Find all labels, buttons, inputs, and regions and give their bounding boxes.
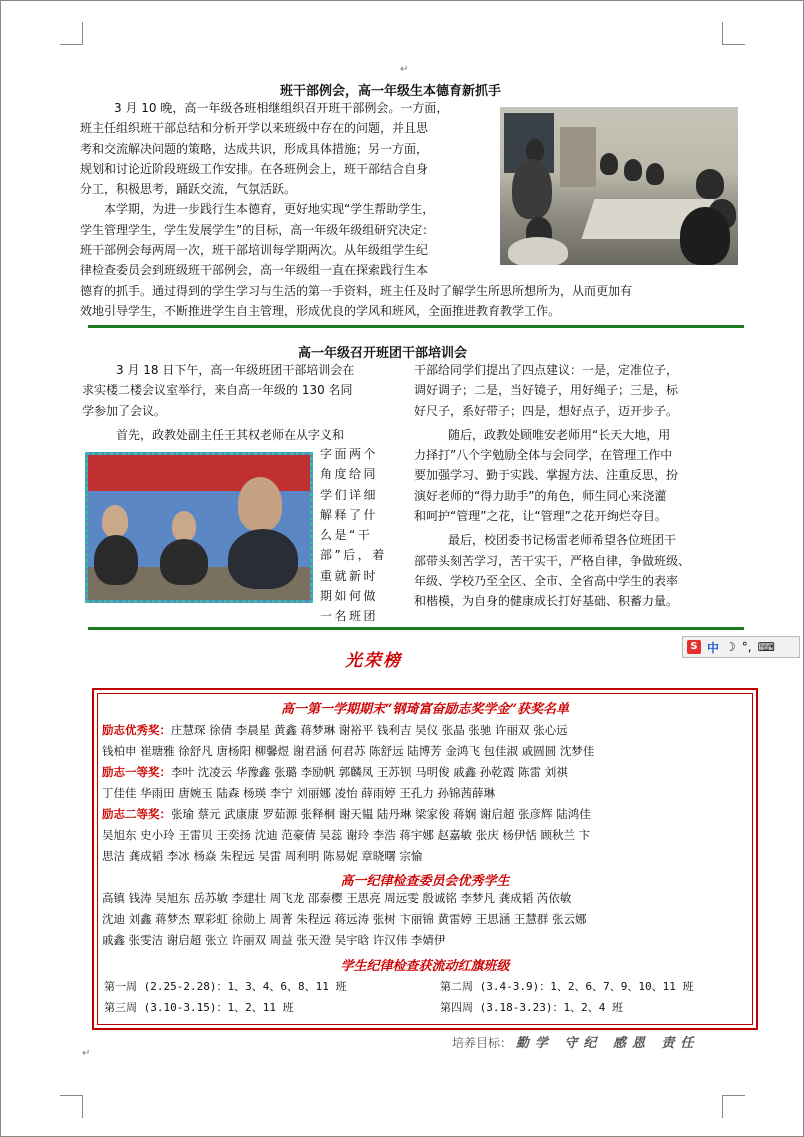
- article2-line: 力择打”八个字勉励全体与会同学，在管理工作中: [414, 448, 673, 463]
- discipline-names: 戚鑫 张雯洁 谢启超 张立 许丽双 周益 张天澄 吴宇晗 许汉伟 李婧伊: [102, 933, 446, 947]
- award-names: 钱柏申 崔瑭雅 徐舒凡 唐杨阳 柳馨煜 谢君涵 何君苏 陈舒远 陆博芳 金鸿飞 包佳淑 戚圆圆 沈梦佳: [102, 744, 595, 758]
- article2-line: 么是“干: [320, 528, 373, 543]
- ime-toolbar[interactable]: [682, 636, 800, 658]
- article2-line: 期如何做: [320, 589, 379, 604]
- article2-line: 好尺子，系好带子；四是，想好点子，迈开步子。: [414, 403, 679, 418]
- discipline-names: 高镇 钱涛 吴旭东 岳苏敏 李建壮 周飞龙 邵泰樱 王思亮 周远雯 殷诚铭 李梦凡 龚成韬 芮依敏: [102, 891, 572, 905]
- article2-title: 高一年级召开班团干部培训会: [298, 346, 468, 361]
- article1-line: 学生管理学生，学生发展学生”的目标，高一年级年级组研究决定：: [80, 222, 435, 237]
- award-title: 高一第一学期期末“钢琦富奋励志奖学金”获奖名单: [281, 702, 569, 717]
- article2-line: 学们详细: [320, 487, 379, 502]
- award-label: 励志优秀奖：: [102, 723, 171, 737]
- article1-line: 3 月 10 晚，高一年级各班相继组织召开班干部例会。一方面，: [114, 101, 449, 115]
- article2-line: 演好老师的“得力助手”的角色，师生同心来浇灌: [414, 488, 667, 503]
- discipline-list: [102, 888, 748, 951]
- article2-line: 学参加了会议。: [82, 403, 167, 418]
- article1-line: 分工，积极思考，踊跃交流，气氛活跃。: [80, 182, 297, 197]
- article2-line: 部带头刻苦学习，苦干实干，严格自律，争做班级、: [414, 553, 691, 568]
- discipline-title: 高一纪律检查委员会优秀学生: [340, 874, 510, 889]
- article2-line: 和楷模，为自身的健康成长打好基础、积蓄力量。: [414, 594, 679, 609]
- week-entry: 第三周 (3.10-3.15)：1、2、11 班: [104, 1001, 294, 1014]
- article1-line: 班干部例会每两周一次，班干部培训每学期两次。从年级组学生纪: [80, 243, 429, 258]
- award-label: 励志二等奖：: [102, 807, 171, 821]
- article2-right-col: [414, 360, 734, 612]
- article2-line: 首先，政教处副主任王其权老师在从字义和: [116, 427, 345, 442]
- article2-line: 3 月 18 日下午，高一年级班团干部培训会在: [116, 363, 355, 377]
- article2-line: 字面两个: [320, 447, 379, 461]
- article2-line: 年级、学校乃至全区、全市、全省高中学生的表率: [414, 573, 679, 588]
- keyboard-icon[interactable]: ⌨: [757, 640, 775, 654]
- motto-text: 勤学 守纪 感恩 责任: [515, 1036, 700, 1051]
- section-divider: [88, 325, 744, 328]
- award-names: 思洁 龚成韬 李冰 杨焱 朱程远 吴雷 周利明 陈易妮 章晓曙 宗愉: [102, 849, 423, 863]
- section-divider: [88, 627, 744, 630]
- margin-corner-bottom-left: [60, 1095, 83, 1118]
- margin-corner-top-right: [722, 22, 745, 45]
- discipline-names: 沈迪 刘鑫 蒋梦杰 覃彩虹 徐勋上 周菁 朱程远 蒋远涛 张树 卞丽锦 黄雷婷 王思涵 王慧群 张云娜: [102, 912, 587, 926]
- article2-line: 求实楼二楼会议室举行，来自高一年级的 130 名同: [82, 383, 353, 398]
- meeting-photo: [500, 107, 738, 265]
- article1-line: 律检查委员会到班级班干部例会，高一年级组一直在探索践行生本: [80, 263, 429, 278]
- article2-line: 解释了什: [320, 507, 379, 522]
- ime-chinese-mode[interactable]: 中: [707, 640, 720, 655]
- article2-line: 干部给同学们提出了四点建议：一是，定准位子，: [414, 363, 679, 377]
- article2-line: 最后，校团委书记杨雷老师希望各位班团干: [448, 533, 677, 548]
- article2-line: 重就新时: [320, 568, 379, 583]
- award-names: 李叶 沈凌云 华豫鑫 张璐 李励帆 郭麟凤 王苏钡 马明俊 戚鑫 孙乾霞 陈雷 刘祺: [171, 765, 568, 779]
- moon-icon[interactable]: ☽: [725, 640, 736, 654]
- award-label: 励志一等奖：: [102, 765, 171, 779]
- article2-narrow-col: [320, 444, 390, 627]
- red-flag-weeks: [104, 976, 750, 1020]
- week-entry: 第四周 (3.18-3.23)：1、2、4 班: [440, 1001, 623, 1014]
- article2-line: 一名班团: [320, 609, 379, 624]
- article1-line: 本学期，为进一步践行生本德育，更好地实现“学生帮助学生，: [104, 202, 435, 217]
- article2-line: 角度给同: [320, 467, 379, 482]
- honor-roll-box: [92, 688, 758, 1030]
- award-names: 吴旭东 史小玲 王雷贝 王奕扬 沈迪 范豪倩 吴蕊 谢玲 李浩 蒋宇娜 赵嘉敏 张庆 杨伊恬 顾秋兰 卞: [102, 828, 591, 842]
- paragraph-mark: ↵: [82, 1048, 91, 1059]
- award-names: 张瑜 蔡元 武康康 罗茹源 张释桐 谢天韫 陆丹琳 梁家俊 蒋娴 谢启超 张彦辉 陆鸿佳: [171, 807, 591, 821]
- award-names: 庄慧琛 徐倩 李晨星 黄鑫 蒋梦琳 谢裕平 钱利吉 吴仪 张晶 张驰 许丽双 张心远: [171, 723, 568, 737]
- red-flag-title: 学生纪律检查获流动红旗班级: [340, 959, 510, 974]
- week-entry: 第二周 (3.4-3.9)：1、2、6、7、9、10、11 班: [440, 980, 694, 993]
- article1-title: 班干部例会，高一年级生本德育新抓手: [280, 84, 502, 99]
- motto-label: 培养目标：: [452, 1036, 513, 1050]
- article1-line: 效地引导学生，不断推进学生自主管理，形成优良的学风和班风，全面推进教育教学工作。: [80, 304, 561, 319]
- article2-line: 要加强学习、勤于实践、掌握方法、注重反思，扮: [414, 468, 679, 483]
- article1-line: 考和交流解决问题的策略，达成共识，形成具体措施；另一方面，: [80, 141, 429, 156]
- punctuation-icon[interactable]: °,: [741, 640, 752, 654]
- margin-corner-top-left: [60, 22, 83, 45]
- article1-line: 规划和讨论近阶段班级工作安排。在各班例会上，班干部结合自身: [80, 161, 429, 176]
- article2-line: 随后，政教处顾唯安老师用“长天大地，用: [448, 427, 671, 442]
- week-entry: 第一周 (2.25-2.28)：1、3、4、6、8、11 班: [104, 980, 347, 993]
- honor-roll-title: 光荣榜: [345, 651, 402, 671]
- cultivation-goals: [452, 1032, 752, 1051]
- paragraph-mark: ↵: [400, 64, 409, 75]
- award-list: [102, 720, 748, 867]
- margin-corner-bottom-right: [722, 1095, 745, 1118]
- sogou-icon[interactable]: S: [687, 640, 701, 654]
- article2-line: 调好调子；二是，当好镜子，用好绳子；三是，标: [414, 383, 679, 398]
- article1-line: 班主任组织班干部总结和分析开学以来班级中存在的问题，并且思: [80, 121, 429, 136]
- training-photo: [85, 452, 313, 603]
- article2-left-col: [82, 360, 390, 445]
- article1-body: [80, 98, 494, 281]
- article2-line: 部”后，着: [320, 548, 387, 563]
- article1-body-full: [80, 281, 730, 322]
- article1-line: 德育的抓手。通过得到的学生学习与生活的第一手资料，班主任及时了解学生所思所想所为，从而更加有: [80, 284, 633, 298]
- article2-line: 和呵护“管理”之花，让“管理”之花开绚烂夺目。: [414, 509, 667, 524]
- award-names: 丁佳佳 华雨田 唐婉玉 陆森 杨瑛 李宁 刘丽娜 凌怡 薛雨婷 王孔力 孙锦茜薛琳: [102, 786, 496, 800]
